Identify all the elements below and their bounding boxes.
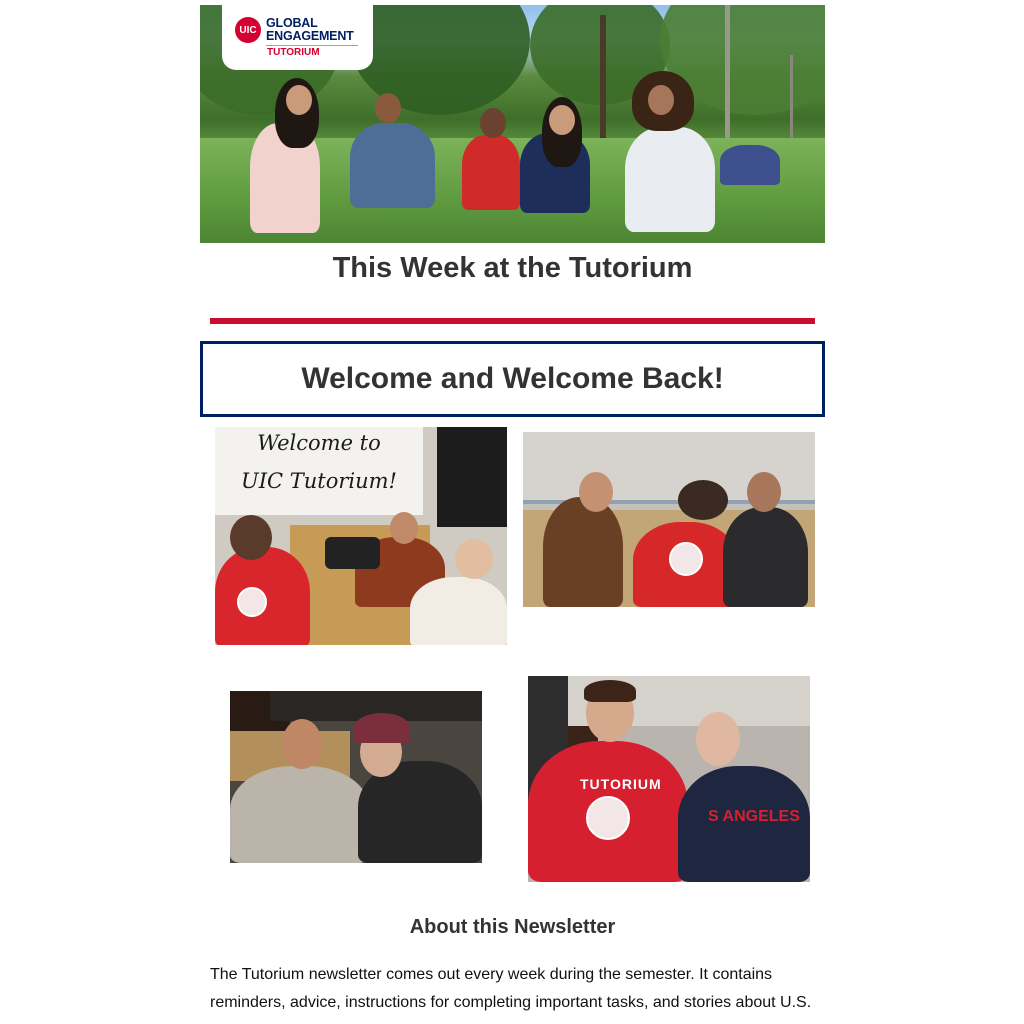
board-text-line2: UIC Tutorium! [241, 469, 397, 493]
logo-text-engagement: ENGAGEMENT [266, 29, 354, 43]
sweatshirt-text-2: S ANGELES [708, 808, 800, 825]
welcome-heading: Welcome and Welcome Back! [301, 362, 724, 395]
about-newsletter-heading: About this Newsletter [409, 916, 616, 938]
whiteboard [215, 427, 423, 515]
photo-welcome-board [215, 427, 507, 645]
photo-two-students [528, 676, 810, 882]
logo-text-tutorium: TUTORIUM [267, 47, 320, 58]
welcome-banner [200, 341, 825, 417]
photo-two-women [230, 691, 482, 863]
photo-group-sweatshirt [523, 432, 815, 607]
uic-global-engagement-logo[interactable] [222, 5, 373, 70]
red-divider [210, 318, 815, 324]
newsletter-title: This Week at the Tutorium [332, 252, 693, 284]
logo-text-global: GLOBAL [266, 16, 318, 30]
uic-badge-icon: UIC [235, 17, 261, 43]
sweatshirt-text: TUTORIUM [580, 776, 662, 792]
about-newsletter-body: The Tutorium newsletter comes out every week during the semester. It contains reminders, advice, instructions for completing important tasks, and stories about U.S. [210, 966, 812, 1011]
board-text-line1: Welcome to [257, 431, 381, 455]
logo-divider [266, 45, 358, 46]
